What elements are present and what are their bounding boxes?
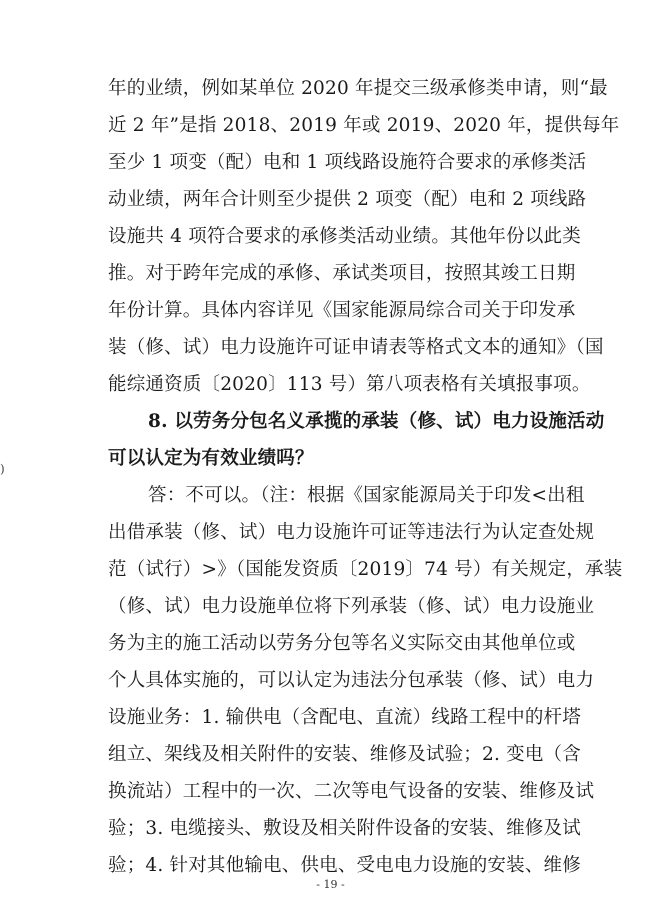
- answer-line: 范（试行）>》（国能发资质〔2019〕74 号）有关规定，承装: [108, 559, 623, 580]
- margin-mark: ): [0, 462, 5, 476]
- body-line: 动业绩，两年合计则至少提供 2 项变（配）电和 2 项线路: [108, 189, 587, 210]
- answer-line: 个人具体实施的，可以认定为违法分包承装（修、试）电力: [108, 670, 595, 691]
- body-line: 年份计算。具体内容详见《国家能源局综合司关于印发承: [108, 300, 576, 321]
- body-line: 至少 1 项变（配）电和 1 项线路设施符合要求的承修类活: [108, 152, 587, 173]
- question-line: 可以认定为有效业绩吗？: [108, 448, 314, 469]
- answer-line: 务为主的施工活动以劳务分包等名义实际交由其他单位或: [108, 633, 576, 654]
- answer-line: （修、试）电力设施单位将下列承装（修、试）电力设施业: [108, 596, 595, 617]
- question-line: 8. 以劳务分包名义承揽的承装（修、试）电力设施活动: [148, 411, 605, 432]
- body-line: 能综通资质〔2020〕113 号）第八项表格有关填报事项。: [108, 374, 591, 395]
- answer-line: 换流站）工程中的一次、二次等电气设备的安装、维修及试: [108, 781, 595, 802]
- body-line: 装（修、试）电力设施许可证申请表等格式文本的通知》（国: [108, 337, 604, 358]
- answer-line: 设施业务：1. 输供电（含配电、直流）线路工程中的杆塔: [108, 707, 581, 728]
- body-line: 设施共 4 项符合要求的承修类活动业绩。其他年份以此类: [108, 226, 581, 247]
- body-line: 推。对于跨年完成的承修、承试类项目，按照其竣工日期: [108, 263, 576, 284]
- answer-line: 验；3. 电缆接头、敷设及相关附件设备的安装、维修及试: [108, 818, 581, 839]
- answer-line: 答：不可以。（注：根据《国家能源局关于印发<出租: [148, 485, 585, 506]
- answer-line: 组立、架线及相关附件的安装、维修及试验；2. 变电（含: [108, 744, 581, 765]
- page-number: - 19 -: [316, 878, 345, 891]
- answer-line: 验；4. 针对其他输电、供电、受电电力设施的安装、维修: [108, 855, 581, 876]
- answer-line: 出借承装（修、试）电力设施许可证等违法行为认定查处规: [108, 522, 595, 543]
- body-line: 近 2 年”是指 2018、2019 年或 2019、2020 年，提供每年: [108, 115, 620, 136]
- body-line: 年的业绩，例如某单位 2020 年提交三级承修类申请，则“最: [108, 78, 608, 99]
